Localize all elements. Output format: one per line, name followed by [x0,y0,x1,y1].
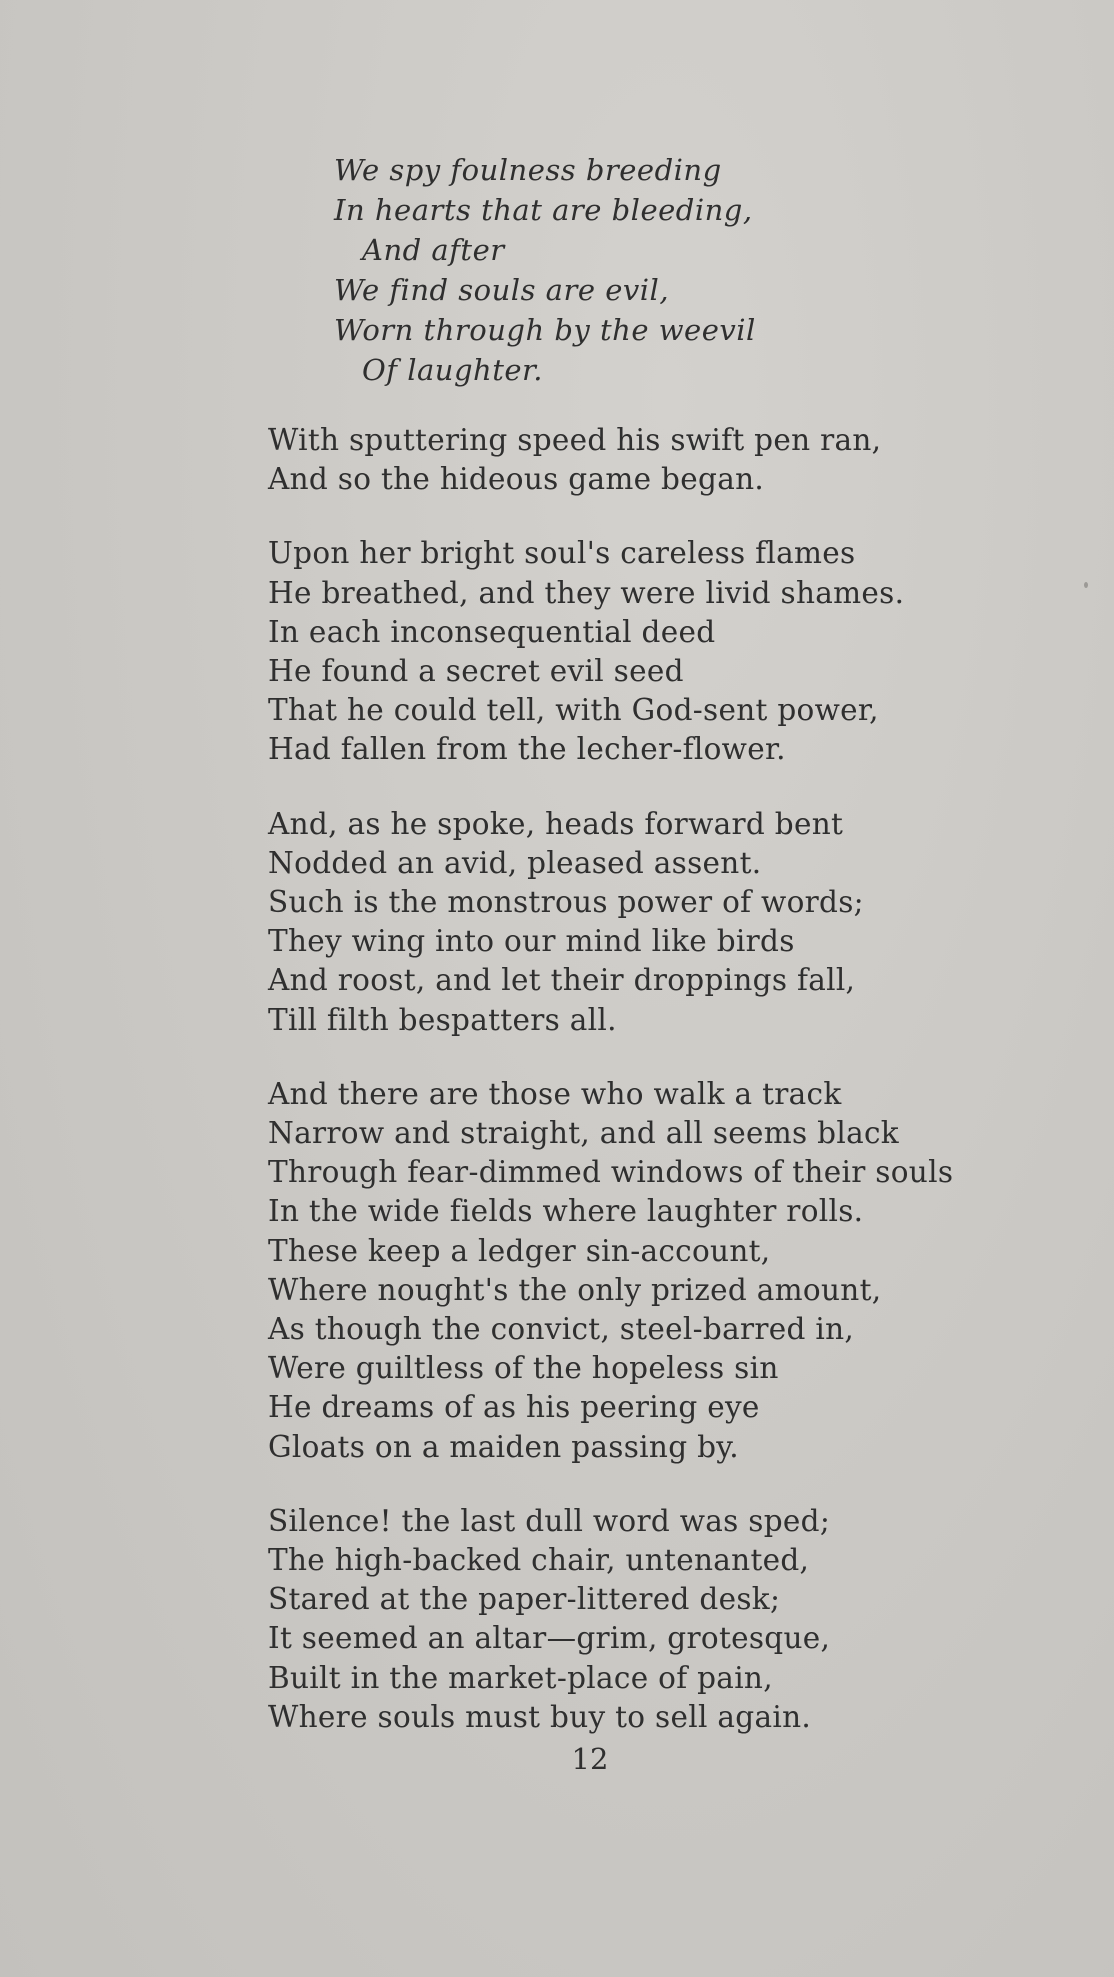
verse-line: The high-backed chair, untenanted, [268,1543,810,1578]
verse-line: Had fallen from the lecher-flower. [268,732,786,767]
verse-line: Gloats on a maiden passing by. [268,1429,739,1464]
verse-line: In the wide fields where laughter rolls. [268,1194,864,1229]
verse-line: Narrow and straight, and all seems black [268,1116,899,1151]
verse-line: Where souls must buy to sell again. [268,1699,812,1734]
verse-line: He found a secret evil seed [268,654,684,689]
verse-line: And so the hideous game began. [268,462,765,497]
verse-line: Such is the monstrous power of words; [268,885,864,920]
verse-line: Till filth bespatters all. [268,1002,617,1037]
verse-line: With sputtering speed his swift pen ran, [268,423,882,457]
verse-line: These keep a ledger sin-account, [268,1233,771,1268]
verse-line: That he could tell, with God-sent power, [268,693,879,728]
verse-line: And, as he spoke, heads forward bent [268,806,844,841]
italic-line: And after [362,233,505,267]
stanza [268,421,1088,499]
verse-line: Through fear-dimmed windows of their souls [268,1155,954,1190]
poem-body [268,421,1088,1772]
italic-line: We spy foulness breeding [334,153,722,187]
verse-line: Where nought's the only prized amount, [268,1272,882,1307]
stanza [268,1075,1088,1467]
verse-line: He breathed, and they were livid shames. [268,575,905,610]
verse-line: And roost, and let their droppings fall, [268,963,856,998]
italic-line: We find souls are evil, [334,273,670,307]
verse-line: Upon her bright soul's careless flames [268,536,856,571]
italic-line: Worn through by the weevil [334,313,756,347]
stanza [268,534,1088,769]
italic-stanza [334,150,756,390]
stanza [268,1502,1088,1737]
verse-line: And there are those who walk a track [268,1076,842,1111]
page-number: 12 [571,1742,609,1776]
verse-line: It seemed an altar—grim, grotesque, [268,1621,831,1656]
verse-line: In each inconsequential deed [268,614,716,649]
verse-line: He dreams of as his peering eye [268,1390,760,1425]
verse-line: They wing into our mind like birds [268,924,795,959]
italic-line: In hearts that are bleeding, [334,193,753,227]
stanza [268,805,1088,1040]
verse-line: Silence! the last dull word was sped; [268,1503,831,1538]
verse-line: Were guiltless of the hopeless sin [268,1351,779,1386]
italic-line: Of laughter. [362,353,543,387]
verse-line: Built in the market-place of pain, [268,1660,773,1695]
paper-speck [1084,582,1088,588]
verse-line: Stared at the paper-littered desk; [268,1582,781,1617]
verse-line: Nodded an avid, pleased assent. [268,845,762,880]
verse-line: As though the convict, steel-barred in, [268,1312,855,1347]
